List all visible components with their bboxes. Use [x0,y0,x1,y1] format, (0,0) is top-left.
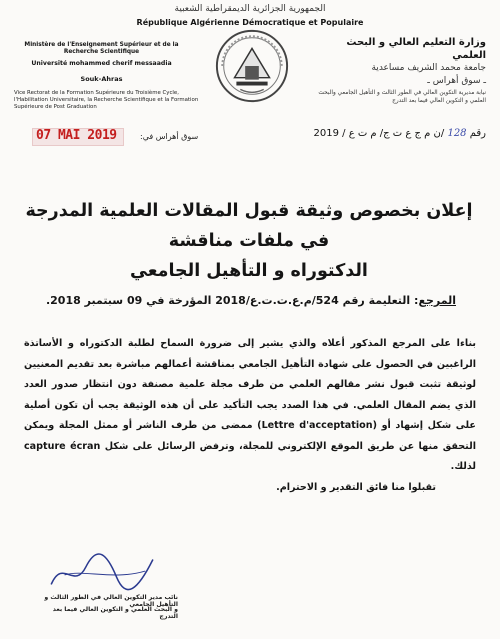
right-header-block [316,36,486,88]
date-stamp: 07 MAI 2019 [36,128,117,143]
reference-line [36,294,456,307]
university-name-arabic: جامعة محمد الشريف مساعدية [371,63,486,73]
reference-text: : التعليمة رقم 524/م.ع.ت.ت.ع/2018 المؤرخة في 09 سبتمبر 2018. [45,294,419,307]
reference-number-handwritten: 128 [447,128,467,139]
closing-line: تقبلوا منا فائق التقدير و الاحترام. [276,481,436,493]
republic-name-french: République Algérienne Démocratique et Populaire [136,18,364,27]
city-name-french: Souk-Ahras [80,74,123,83]
signature-title-line-2: و البحث العلمي و التكوين العالي فيما بعد التدرج [52,606,178,620]
republic-name-arabic: الجمهورية الجزائرية الديمقراطية الشعبية [174,4,326,14]
announcement-body [24,334,476,498]
vice-rectorate-french: Vice Rectorat de la Formation Supérieure du Troisième Cycle, l'Habilitation Universitaire, la Recherche Scientifique et la Formation Supérieure de Post Graduation [14,90,199,110]
handwritten-signature [44,548,162,596]
reference-number-label: رقم [469,128,486,139]
signature-title-line-1: نائب مدير التكوين العالي في الطور الثالث و التأهيل الجامعي [44,594,178,608]
left-header-block [14,42,189,83]
vice-rectorate-arabic: نيابة مديرية التكوين العالي في الطور الثالث و التأهيل الجامعي والبحث العلمي و التكوين العالي فيما بعد التدرج [318,90,486,104]
reference-number-code: /ن م ج ع ت ج/ م ت ع / 2019 [313,128,445,139]
title-line-1: إعلان بخصوص وثيقة قبول المقالات العلمية المدرجة في ملفات مناقشة [25,201,473,251]
body-paragraph: بناءا على المرجع المذكور أعلاه والذي يشير إلى ضرورة السماح لطلبة الدكتوراه و الأساتذة الراغبين في الحصول على شهادة التأهيل الجامعي بمناقشة أعمالهم مباشرة بعد تقديم المعنيين لوثيقة تثبت قبول نشر مقالهم العلمي من طرف مجلة علمية مصنفة دون انتظار صدور العدد الذي يضم المقال العلمي. في هذا الصدد يجب التأكيد على أن هذه الوثيقة يجب أن تكون أصلية على شكل إشهاد أو (Lettre d'acceptation) ممضى من طرف الناشر أو ممثل المجلة ويمكن التحقق منها عن طريق الموقع الإلكتروني للمجلة، وترفض الرسائل على شكل capture écran لذلك. [24,338,476,472]
university-name-french: Université mohammed cherif messaadia [31,60,172,68]
city-name-arabic: ـ سوق أهراس ـ [427,76,486,86]
reference-label: المرجع [418,294,456,307]
announcement-title [24,196,474,286]
ministry-name-arabic: وزارة التعليم العالي و البحث العلمي [346,37,486,61]
reference-number [314,128,486,139]
university-logo [213,27,291,105]
place-label: سوق أهراس في: [140,132,199,141]
title-line-2: الدكتوراه و التأهيل الجامعي [130,261,368,281]
ministry-name-french: Ministère de l'Enseignement Supérieur et de la Recherche Scientifique [24,42,179,56]
